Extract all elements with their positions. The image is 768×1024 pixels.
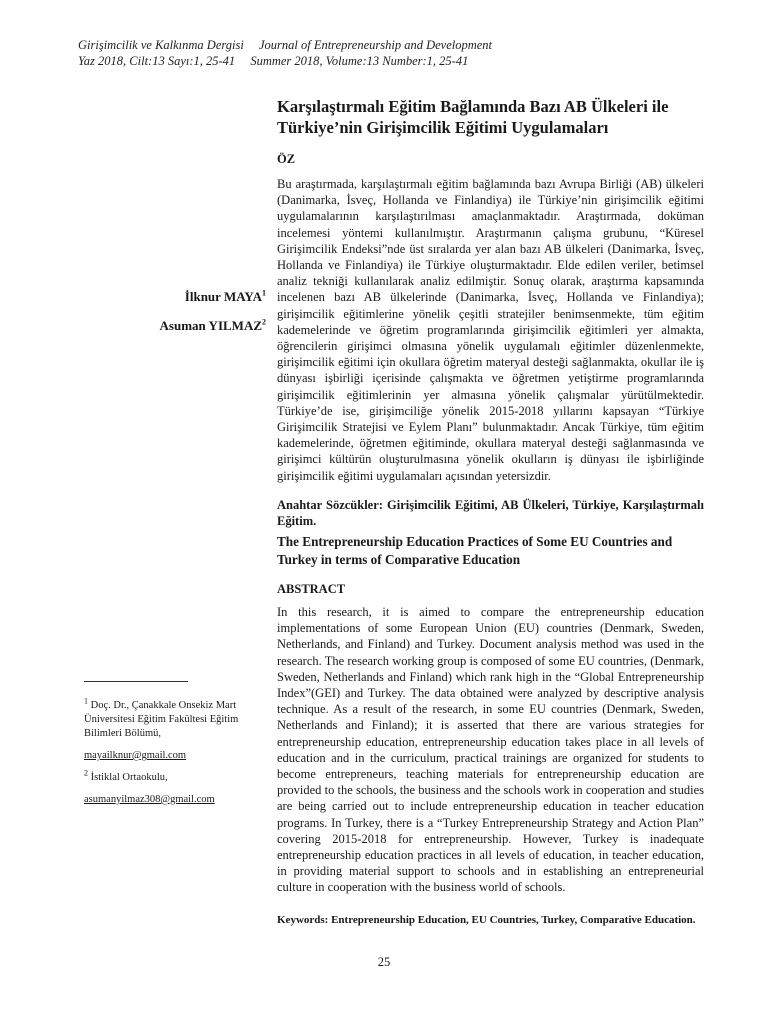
- journal-name-en: Journal of Entrepreneurship and Development: [258, 38, 493, 52]
- footnote-email-1: [84, 749, 268, 763]
- issue-info-en: Summer 2018, Volume:13 Number:1, 25-41: [250, 54, 469, 68]
- author-footnote-mark: 2: [262, 317, 266, 327]
- footnotes: [84, 696, 268, 815]
- email-link[interactable]: asumanyilmaz308@gmail.com: [84, 794, 215, 805]
- abstract-text: In this research, it is aimed to compare the entrepreneurship education implementations of some European Union (EU) countries (Denmark, Sweden, Netherlands, and Finland) and Turkey. Document analysis method was used in the research. The research working group is composed of some EU countries, (Denmark, Sweden, Netherlands and Finland) which rank high in the “Global Entrepreneurship Index”(GEI) and Turkey. The data obtained were analyzed by descriptive analysis technique. As a result of the research, in some EU countries (Denmark, Sweden, Netherlands and Finland); it is asserted that there are various strategies for entrepreneurship education, entrepreneurship education takes place in all levels of education and in the curriculum, practical trainings are organized for students to become entrepreneurs, teaching materials for entrepreneurship education are provided to the schools, the business and the schools work in cooperation and studies are being carried out to include entrepreneurship education in teacher education programs. In Turkey, there is a “Turkey Entrepreneurship Strategy and Action Plan” covering 2015-2018 for entrepreneurship. However, Turkey is inadequate entrepreneurship education practices in all levels of education, in teacher education, in providing material support to schools and in establishing an entrepreneurial culture in cooperation with the business world of schools.: [277, 605, 704, 895]
- footnote-mark: 1: [84, 696, 88, 706]
- author-name: İlknur MAYA: [184, 289, 262, 304]
- footnote-email-2: [84, 793, 268, 807]
- article-title-tr: Karşılaştırmalı Eğitim Bağlamında Bazı AB Ülkeleri ile Türkiye’nin Girişimcilik Eğitimi Uygulamaları: [277, 97, 669, 137]
- author-footnote-mark: 1: [262, 288, 266, 298]
- page-number: 25: [377, 955, 391, 969]
- issue-info-tr: Yaz 2018, Cilt:13 Sayı:1, 25-41: [78, 54, 236, 68]
- journal-name-tr: Girişimcilik ve Kalkınma Dergisi: [78, 38, 244, 52]
- footnote-2: [84, 768, 268, 785]
- running-header: [78, 37, 504, 69]
- email-link[interactable]: mayailknur@gmail.com: [84, 750, 187, 761]
- footnote-affiliation: Doç. Dr., Çanakkale Onsekiz Mart Üniversitesi Eğitim Fakültesi Eğitim Bilimleri Bölümü,: [84, 700, 239, 739]
- author-2: [120, 318, 266, 334]
- footnote-divider: [84, 681, 188, 682]
- oz-abstract-text: Bu araştırmada, karşılaştırmalı eğitim bağlamında bazı Avrupa Birliği (AB) ülkeleri (Danimarka, İsveç, Hollanda ve Finlandiya) ile Türkiye’nin girişimcilik eğitimi uygulamalarının karşılaştırılması amaçlanmaktadır. Araştırmada, doküman incelemesi yöntemi kullanılmıştır. Araştırmanın çalışma grubunu, “Küresel Girişimcilik Endeksi”nde üst sıralarda yer alan bazı AB ülkeleri (Danimarka, İsveç, Hollanda ve Finlandiya) ile Türkiye oluşturmaktadır. Elde edilen veriler, betimsel analiz tekniği kullanılarak analiz edilmiştir. Sonuç olarak, araştırma kapsamında incelenen bazı AB ülkelerinde (Danimarka, İsveç, Hollanda ve Finlandiya); girişimcilik eğitimlerine yönelik çeşitli stratejiler benimsenmekte, tüm eğitim kademelerinde ve öğretim programlarında girişimcilik eğitimleri yer almakta, öğrencilerin girişimci olmasına yönelik uygulamalı eğitimler düzenlenmekte, girişimcilik eğitimi için okullara öğretim materyal desteği sağlanmakta, okullar ile iş dünyası işbirliği içerisinde çalışmakta ve öğretmen yetiştirme programlarında girişimcilik eğitimlerinin yer almasına yönelik çalışmalar yürütülmektedir. Türkiye’de ise, girişimciliğe yönelik 2015-2018 yıllarını kapsayan “Türkiye Girişimcilik Stratejisi ve Eylem Planı” bulunmaktadır. Ancak Türkiye, tüm eğitim kademelerinde, öğretmen eğitiminde, okullara materyal desteği sağlanmasında ve girişimci kültürün oluşturulmasına yönelik okulların iş dünyası ile işbirliğinde girişimcilik eğitimi uygulamaları açısından yetersizdir.: [277, 177, 704, 483]
- author-1: [120, 289, 266, 305]
- abstract-heading: ABSTRACT: [277, 582, 346, 596]
- keywords-tr: Anahtar Sözcükler: Girişimcilik Eğitimi, AB Ülkeleri, Türkiye, Karşılaştırmalı Eğitim.: [277, 498, 704, 528]
- footnote-1: [84, 696, 268, 741]
- author-name: Asuman YILMAZ: [159, 318, 262, 333]
- footnote-affiliation: İstiklal Ortaokulu,: [90, 772, 168, 783]
- footnote-mark: 2: [84, 768, 88, 778]
- oz-heading: ÖZ: [277, 152, 296, 166]
- article-title-en: The Entrepreneurship Education Practices of Some EU Countries and Turkey in terms of Comparative Education: [277, 534, 673, 567]
- keywords-en: Keywords: Entrepreneurship Education, EU Countries, Turkey, Comparative Education.: [277, 914, 696, 926]
